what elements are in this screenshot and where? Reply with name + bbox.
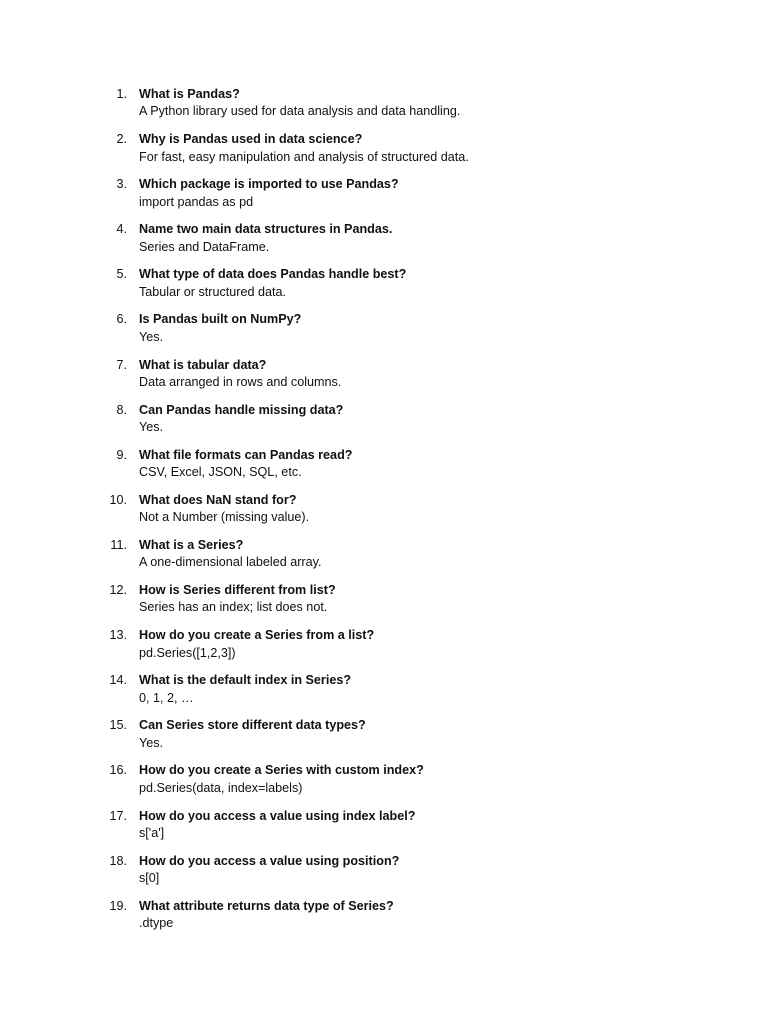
answer-text: pd.Series([1,2,3]) <box>139 645 236 660</box>
item-number: 14. <box>109 673 127 688</box>
question-text: What type of data does Pandas handle best? <box>139 267 407 282</box>
qa-item <box>0 176 768 221</box>
question-text: What attribute returns data type of Series? <box>139 898 394 913</box>
question-text: What is a Series? <box>139 537 244 552</box>
answer-text: A one-dimensional labeled array. <box>139 555 322 570</box>
qa-body <box>139 537 739 572</box>
question-text: Which package is imported to use Pandas? <box>139 177 399 192</box>
qa-body <box>139 762 739 797</box>
item-number: 8. <box>116 402 127 417</box>
qa-body <box>139 131 739 166</box>
question-text: What does NaN stand for? <box>139 492 297 507</box>
answer-text: s['a'] <box>139 825 165 840</box>
item-number: 2. <box>116 132 127 147</box>
answer-text: pd.Series(data, index=labels) <box>139 780 303 795</box>
qa-item <box>0 131 768 176</box>
qa-item <box>0 311 768 356</box>
qa-body <box>139 402 739 437</box>
answer-text: .dtype <box>139 916 174 931</box>
qa-item <box>0 86 768 131</box>
item-number: 11. <box>110 537 127 552</box>
qa-item <box>0 266 768 311</box>
question-text: How is Series different from list? <box>139 583 336 598</box>
item-number: 17. <box>109 808 127 823</box>
item-number: 3. <box>116 177 127 192</box>
qa-item <box>0 898 768 943</box>
item-number: 6. <box>116 312 127 327</box>
qa-body <box>139 582 739 617</box>
qa-body <box>139 221 739 256</box>
answer-text: s[0] <box>139 871 160 885</box>
qa-body <box>139 808 739 843</box>
answer-text: import pandas as pd <box>139 194 254 209</box>
answer-text: Series and DataFrame. <box>139 239 270 254</box>
answer-text: 0, 1, 2, … <box>139 690 194 705</box>
item-number: 18. <box>109 853 127 868</box>
qa-body <box>139 86 739 121</box>
question-text: What is the default index in Series? <box>139 673 352 688</box>
answer-text: CSV, Excel, JSON, SQL, etc. <box>139 465 302 480</box>
item-number: 1. <box>116 87 127 101</box>
answer-text: Yes. <box>139 329 164 344</box>
item-number: 13. <box>109 628 127 643</box>
question-text: What is tabular data? <box>139 357 267 372</box>
answer-text: Not a Number (missing value). <box>139 510 310 525</box>
qa-item <box>0 402 768 447</box>
qa-body <box>139 357 739 392</box>
question-text: Why is Pandas used in data science? <box>139 132 363 147</box>
question-text: How do you access a value using index label? <box>139 808 416 823</box>
answer-text: A Python library used for data analysis and data handling. <box>139 104 461 119</box>
item-number: 12. <box>109 583 127 598</box>
qa-body <box>139 266 739 301</box>
qa-item <box>0 447 768 492</box>
qa-body <box>139 627 739 662</box>
item-number: 4. <box>116 222 127 237</box>
qa-body <box>139 311 739 346</box>
item-number: 16. <box>109 763 127 778</box>
answer-text: Data arranged in rows and columns. <box>139 374 342 389</box>
qa-item <box>0 717 768 762</box>
qa-body <box>139 672 739 707</box>
qa-item <box>0 808 768 853</box>
question-text: How do you create a Series from a list? <box>139 628 375 643</box>
qa-body <box>139 853 739 888</box>
qa-body <box>139 898 739 933</box>
answer-text: Tabular or structured data. <box>139 284 287 299</box>
qa-body <box>139 447 739 482</box>
item-number: 7. <box>116 357 127 372</box>
question-text: What file formats can Pandas read? <box>139 447 353 462</box>
question-text: How do you access a value using position? <box>139 853 400 868</box>
qa-item <box>0 762 768 807</box>
item-number: 19. <box>109 898 127 913</box>
question-text: What is Pandas? <box>139 87 240 101</box>
answer-text: For fast, easy manipulation and analysis of structured data. <box>139 149 469 164</box>
answer-text: Series has an index; list does not. <box>139 600 328 615</box>
qa-item <box>0 221 768 266</box>
question-text: Can Pandas handle missing data? <box>139 402 344 417</box>
qa-body <box>139 717 739 752</box>
qa-item <box>0 672 768 717</box>
qa-item <box>0 627 768 672</box>
qa-list <box>0 86 768 943</box>
question-text: Can Series store different data types? <box>139 718 366 733</box>
item-number: 9. <box>116 447 127 462</box>
qa-item <box>0 492 768 537</box>
question-text: How do you create a Series with custom index? <box>139 763 424 778</box>
item-number: 5. <box>116 267 127 282</box>
question-text: Name two main data structures in Pandas. <box>139 222 393 237</box>
item-number: 10. <box>109 492 127 507</box>
qa-body <box>139 176 739 211</box>
qa-item <box>0 537 768 582</box>
qa-item <box>0 853 768 898</box>
qa-body <box>139 492 739 527</box>
qa-item <box>0 357 768 402</box>
item-number: 15. <box>109 718 127 733</box>
answer-text: Yes. <box>139 735 164 750</box>
answer-text: Yes. <box>139 420 164 435</box>
question-text: Is Pandas built on NumPy? <box>139 312 302 327</box>
qa-item <box>0 582 768 627</box>
